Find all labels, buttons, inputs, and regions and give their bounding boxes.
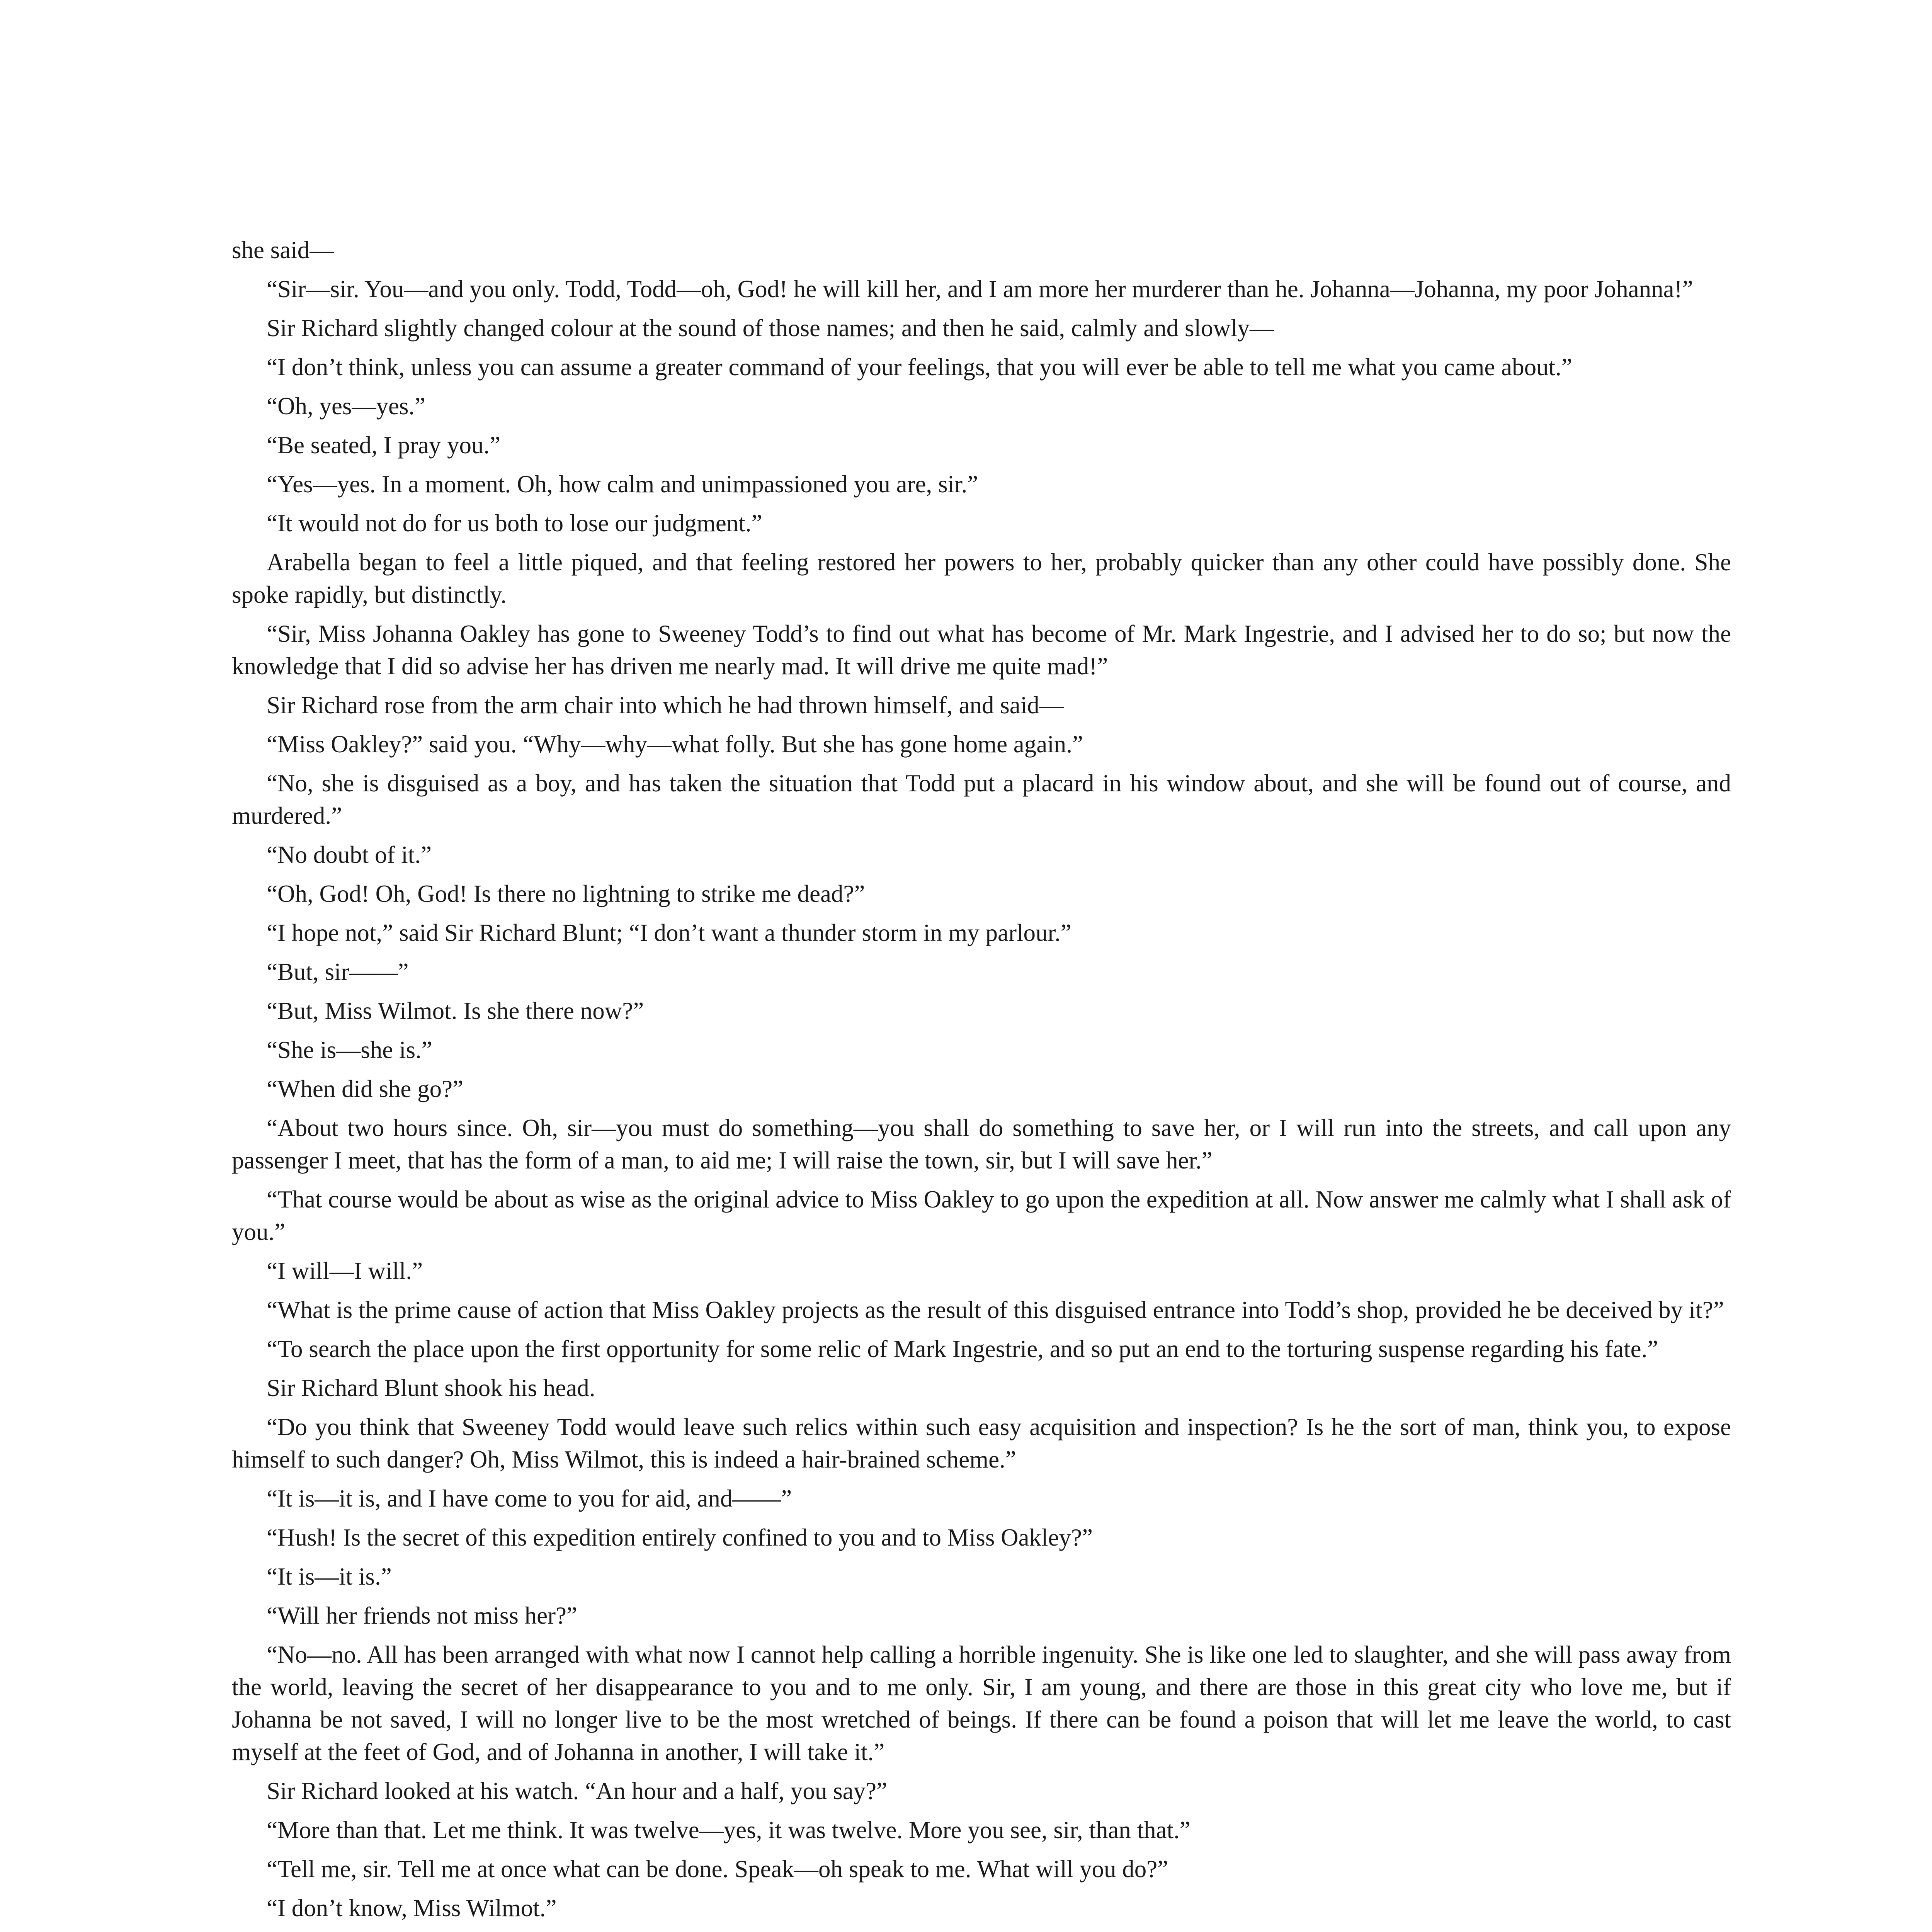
paragraph: “It is—it is, and I have come to you for aid, and——” — [267, 1485, 792, 1512]
paragraph: “Hush! Is the secret of this expedition entirely confined to you and to Miss Oakley?” — [267, 1524, 1093, 1551]
paragraph: “What is the prime cause of action that Miss Oakley projects as the result of this disguised entrance into Todd’s shop, provided he be deceived by it?” — [267, 1296, 1724, 1323]
paragraph: “Yes—yes. In a moment. Oh, how calm and unimpassioned you are, sir.” — [267, 471, 978, 498]
paragraph: “Sir—sir. You—and you only. Todd, Todd—oh, God! he will kill her, and I am more her murderer than he. Johanna—Johanna, my poor Johanna!” — [267, 276, 1693, 303]
paragraph: Sir Richard Blunt shook his head. — [267, 1374, 595, 1401]
paragraph: “I don’t know, Miss Wilmot.” — [267, 1895, 557, 1922]
paragraph: “Do you think that Sweeney Todd would leave such relics within such easy acquisition and inspection? Is he the sort of man, think you, to expose himself to such danger? Oh, Miss Wilmot, this is indeed a hair-brained scheme.” — [232, 1413, 1731, 1473]
paragraph: “That course would be about as wise as the original advice to Miss Oakley to go upon the expedition at all. Now answer me calmly what I shall ask of you.” — [232, 1186, 1731, 1245]
paragraph: “To search the place upon the first opportunity for some relic of Mark Ingestrie, and so put an end to the torturing suspense regarding his fate.” — [267, 1335, 1658, 1362]
paragraph: “Sir, Miss Johanna Oakley has gone to Sweeney Todd’s to find out what has become of Mr. Mark Ingestrie, and I advised her to do so; but now the knowledge that I did so advise her has driven me nearly mad. It will drive me quite mad!” — [232, 620, 1731, 680]
paragraph: “No—no. All has been arranged with what now I cannot help calling a horrible ingenuity. She is like one led to slaughter, and she will pass away from the world, leaving the secret of her disappearance to you and to me only. Sir, I am young, and there are those in this great city who love me, but if Johanna be not saved, I will no longer live to be the most wretched of beings. If there can be found a poison that will let me leave the world, to cast myself at the feet of God, and of Johanna in another, I will take it.” — [232, 1641, 1731, 1765]
paragraph: “She is—she is.” — [267, 1036, 432, 1063]
paragraph: “Miss Oakley?” said you. “Why—why—what folly. But she has gone home again.” — [267, 731, 1083, 758]
paragraph: “Tell me, sir. Tell me at once what can be done. Speak—oh speak to me. What will you do?” — [267, 1855, 1168, 1883]
paragraph: “No doubt of it.” — [267, 841, 432, 868]
paragraph: “Will her friends not miss her?” — [267, 1602, 577, 1629]
paragraph: “I hope not,” said Sir Richard Blunt; “I don’t want a thunder storm in my parlour.” — [267, 919, 1071, 946]
paragraph: “Be seated, I pray you.” — [267, 432, 501, 459]
paragraph: Arabella began to feel a little piqued, and that feeling restored her powers to her, probably quicker than any other could have possibly done. She spoke rapidly, but distinctly. — [232, 549, 1731, 608]
paragraph: “It would not do for us both to lose our judgment.” — [267, 510, 762, 537]
paragraph: “It is—it is.” — [267, 1563, 392, 1590]
paragraph: “I will—I will.” — [267, 1257, 423, 1284]
paragraph: “When did she go?” — [267, 1075, 464, 1102]
paragraph: “More than that. Let me think. It was twelve—yes, it was twelve. More you see, sir, than that.” — [267, 1816, 1190, 1844]
paragraph: “But, sir——” — [267, 958, 409, 985]
paragraph: “No, she is disguised as a boy, and has taken the situation that Todd put a placard in his window about, and she will be found out of course, and murdered.” — [232, 770, 1731, 829]
paragraph: Sir Richard looked at his watch. “An hour and a half, you say?” — [267, 1777, 888, 1804]
paragraph: she said— — [232, 236, 334, 264]
paragraph: Sir Richard slightly changed colour at the sound of those names; and then he said, calmly and slowly— — [267, 315, 1274, 342]
dialogue-section — [232, 234, 1731, 1932]
paragraph: “About two hours since. Oh, sir—you must do something—you shall do something to save her, or I will run into the streets, and call upon any passenger I meet, that has the form of a man, to aid me; I will raise the town, sir, but I will save her.” — [232, 1114, 1731, 1174]
paragraph: “But, Miss Wilmot. Is she there now?” — [267, 997, 644, 1024]
paragraph: “Oh, God! Oh, God! Is there no lightning to strike me dead?” — [267, 880, 865, 907]
paragraph: “Oh, yes—yes.” — [267, 393, 426, 420]
paragraph: “I don’t think, unless you can assume a greater command of your feelings, that you will ever be able to tell me what you came about.” — [267, 354, 1572, 381]
paragraph: Sir Richard rose from the arm chair into which he had thrown himself, and said— — [267, 692, 1064, 719]
document-page — [232, 234, 1731, 1932]
